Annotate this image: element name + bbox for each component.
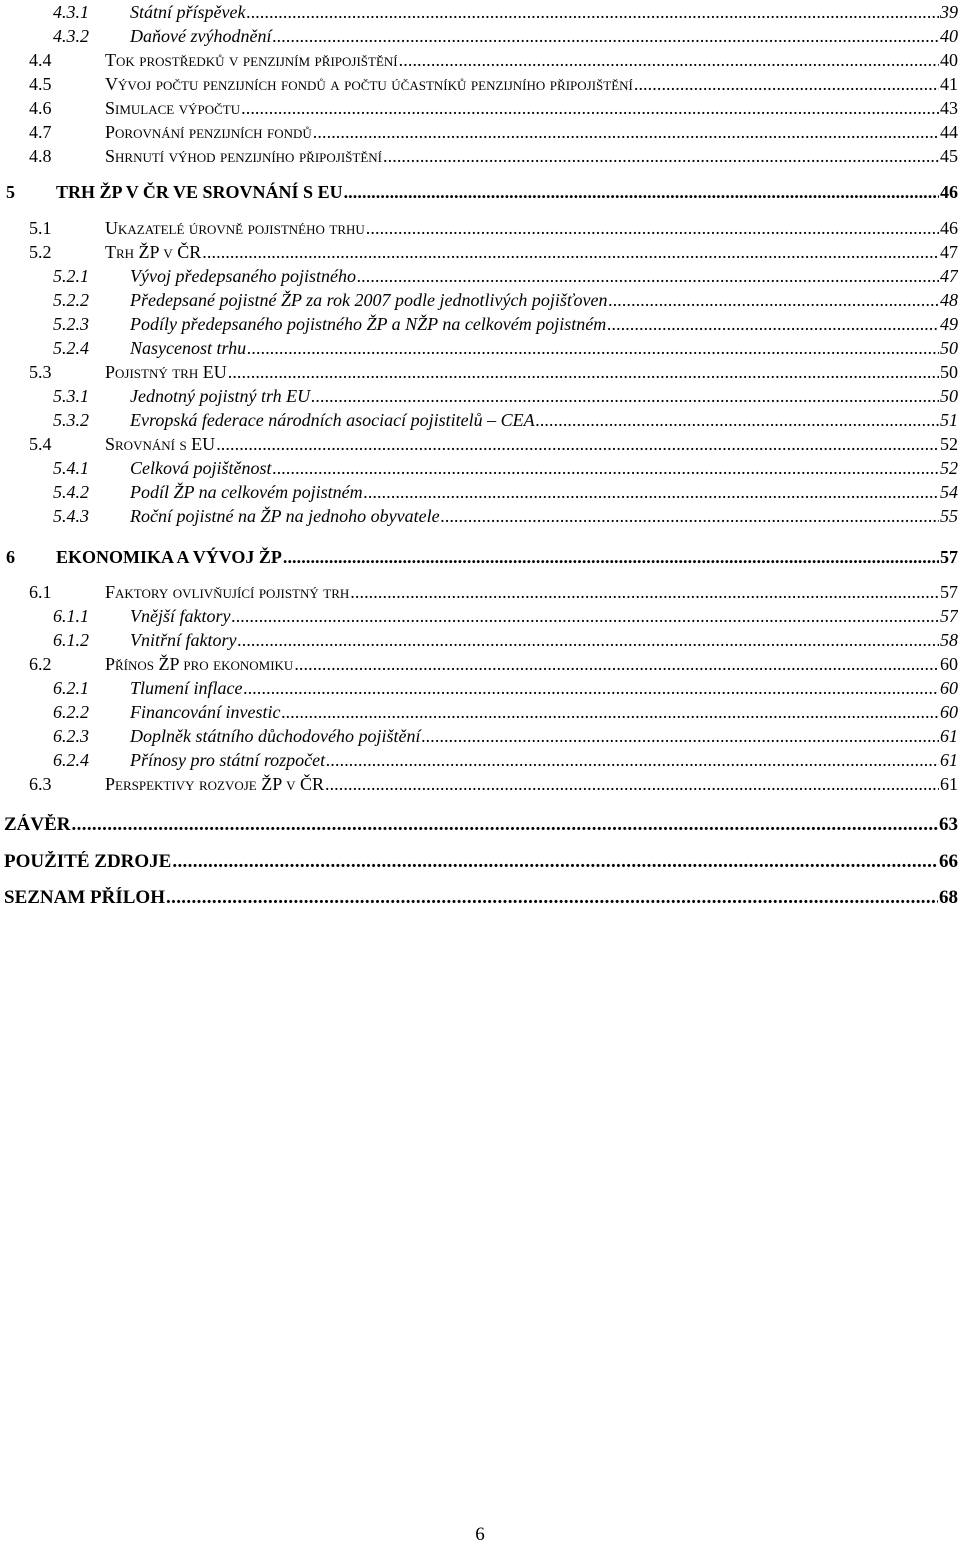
toc-entry-title: Podíl ŽP na celkovém pojistném [130,482,363,502]
toc-entry-title: POUŽITÉ ZDROJE [4,851,172,872]
dot-leader [294,654,939,675]
toc-entry-title: Jednotný pojistný trh EU [130,386,311,406]
dot-leader [344,182,939,203]
toc-entry-number: 5.3.2 [53,410,89,430]
toc-entry-title: SEZNAM PŘÍLOH [4,887,165,908]
dot-leader [325,774,939,795]
toc-entry-page: 40 [940,26,958,46]
dot-leader [366,218,939,239]
dot-leader [241,98,939,119]
toc-entry-title: Vývoj počtu penzijních fondů a počtu účastníků penzijního připojištění [105,74,633,94]
dot-leader [313,122,939,143]
toc-entry-title: Nasycenost trhu [130,338,247,358]
dot-leader [166,887,938,909]
dot-leader [357,266,939,287]
dot-leader [246,2,939,23]
toc-entry-page: 43 [940,98,958,118]
toc-entry-number: 5.2.2 [53,290,89,310]
dot-leader [608,290,939,311]
dot-leader [238,630,940,651]
dot-leader [399,50,939,71]
toc-entry-page: 49 [940,314,958,334]
toc-entry-page: 61 [940,774,958,794]
toc-entry-number: 4.3.1 [53,2,89,22]
toc-entry-page: 47 [940,242,958,262]
toc-entry-page: 60 [940,654,958,674]
dot-leader [383,146,939,167]
toc-entry-page: 52 [940,434,958,454]
toc-entry-page: 68 [939,887,958,908]
dot-leader [243,678,939,699]
toc-entry-title: Daňové zvýhodnění [130,26,272,46]
dot-leader [247,338,939,359]
toc-entry-page: 60 [940,678,958,698]
toc-entry-number: 5.1 [29,218,52,238]
toc-entry-title: Vnější faktory [130,606,231,626]
dot-leader [634,74,939,95]
dot-leader [216,434,939,455]
dot-leader [421,726,939,747]
toc-entry-title: Podíly předepsaného pojistného ŽP a NŽP na celkovém pojistném [130,314,607,334]
toc-entry-title: Perspektivy rozvoje ŽP v ČR [105,774,324,794]
toc-entry-number: 4.5 [29,74,52,94]
toc-entry-page: 51 [940,410,958,430]
toc-entry-page: 46 [940,218,958,238]
toc-entry-title: Roční pojistné na ŽP na jednoho obyvatele [130,506,440,526]
dot-leader [311,386,939,407]
toc-entry-number: 5.4.3 [53,506,89,526]
toc-entry-number: 6.2 [29,654,52,674]
toc-entry-title: Přínosy pro státní rozpočet [130,750,326,770]
toc-entry-title: Tok prostředků v penzijním připojištění [105,50,398,70]
page-number: 6 [475,1524,485,1545]
toc-entry-page: 40 [940,50,958,70]
dot-leader [441,506,939,527]
toc-entry-number: 6.3 [29,774,52,794]
toc-entry-page: 45 [940,146,958,166]
toc-entry-title: Přínos ŽP pro ekonomiku [105,654,294,674]
toc-entry-number: 4.8 [29,146,52,166]
dot-leader [231,606,939,627]
toc-entry-title: Tlumení inflace [130,678,243,698]
toc-entry-number: 6.2.4 [53,750,89,770]
toc-entry-title: Doplněk státního důchodového pojištění [130,726,421,746]
toc-entry-title: Evropská federace národních asociací pojistitelů – CEA [130,410,535,430]
toc-entry-number: 5.2.3 [53,314,89,334]
toc-entry-number: 6.2.2 [53,702,89,722]
dot-leader [228,362,939,383]
dot-leader [364,482,939,503]
toc-entry-page: 47 [940,266,958,286]
toc-entry-title: Porovnání penzijních fondů [105,122,312,142]
dot-leader [72,814,938,836]
toc-entry-title: Simulace výpočtu [105,98,241,118]
toc-entry-number: 6 [6,547,15,567]
toc-entry-title: TRH ŽP V ČR VE SROVNÁNÍ S EU [56,182,343,202]
toc-entry-title: Pojistný trh EU [105,362,227,382]
toc-entry-number: 5 [6,182,15,202]
toc-entry-page: 58 [940,630,958,650]
toc-entry-title: ZÁVĚR [4,814,71,835]
toc-entry-number: 5.3.1 [53,386,89,406]
toc-entry-page: 66 [939,851,958,872]
toc-entry-page: 46 [940,182,958,202]
dot-leader [272,26,939,47]
toc-entry-page: 57 [940,547,958,567]
toc-entry-page: 50 [940,362,958,382]
toc-entry-number: 5.2 [29,242,52,262]
toc-entry-title: Státní příspěvek [130,2,246,22]
toc-entry-title: Faktory ovlivňující pojistný trh [105,582,350,602]
toc-entry-title: Celková pojištěnost [130,458,272,478]
toc-entry-number: 5.2.1 [53,266,89,286]
toc-entry-number: 4.6 [29,98,52,118]
toc-entry-number: 5.3 [29,362,52,382]
toc-entry-page: 57 [940,582,958,602]
toc-entry-title: Vývoj předepsaného pojistného [130,266,356,286]
toc-entry-title: EKONOMIKA A VÝVOJ ŽP [56,547,282,567]
dot-leader [202,242,939,263]
toc-entry-title: Srovnání s EU [105,434,216,454]
toc-entry-number: 5.4.2 [53,482,89,502]
toc-entry-number: 5.4 [29,434,52,454]
toc-entry-title: Shrnutí výhod penzijního připojištění [105,146,383,166]
dot-leader [326,750,939,771]
toc-entry-number: 6.1.2 [53,630,89,650]
toc-entry-number: 6.2.3 [53,726,89,746]
toc-entry-title: Trh ŽP v ČR [105,242,202,262]
toc-entry-page: 61 [940,726,958,746]
dot-leader [536,410,939,431]
toc-entry-title: Předepsané pojistné ŽP za rok 2007 podle jednotlivých pojišťoven [130,290,608,310]
dot-leader [607,314,939,335]
toc-entry-number: 6.2.1 [53,678,89,698]
toc-entry-page: 60 [940,702,958,722]
dot-leader [272,458,939,479]
dot-leader [172,851,938,873]
toc-entry-page: 54 [940,482,958,502]
toc-entry-number: 4.4 [29,50,52,70]
dot-leader [281,702,939,723]
toc-entry-title: Financování investic [130,702,281,722]
toc-entry-title: Vnitřní faktory [130,630,237,650]
toc-entry-page: 50 [940,338,958,358]
toc-entry-number: 4.3.2 [53,26,89,46]
toc-entry-page: 44 [940,122,958,142]
dot-leader [283,547,939,568]
toc-entry-number: 4.7 [29,122,52,142]
toc-entry-page: 50 [940,386,958,406]
toc-entry-page: 61 [940,750,958,770]
toc-entry-page: 52 [940,458,958,478]
toc-entry-number: 6.1 [29,582,52,602]
toc-entry-number: 5.2.4 [53,338,89,358]
toc-entry-page: 57 [940,606,958,626]
toc-entry-title: Ukazatelé úrovně pojistného trhu [105,218,365,238]
toc-entry-number: 6.1.1 [53,606,89,626]
toc-entry-page: 48 [940,290,958,310]
toc-entry-page: 41 [940,74,958,94]
toc-entry-number: 5.4.1 [53,458,89,478]
toc-entry-page: 39 [940,2,958,22]
toc-entry-page: 63 [939,814,958,835]
dot-leader [350,582,939,603]
toc-entry-page: 55 [940,506,958,526]
